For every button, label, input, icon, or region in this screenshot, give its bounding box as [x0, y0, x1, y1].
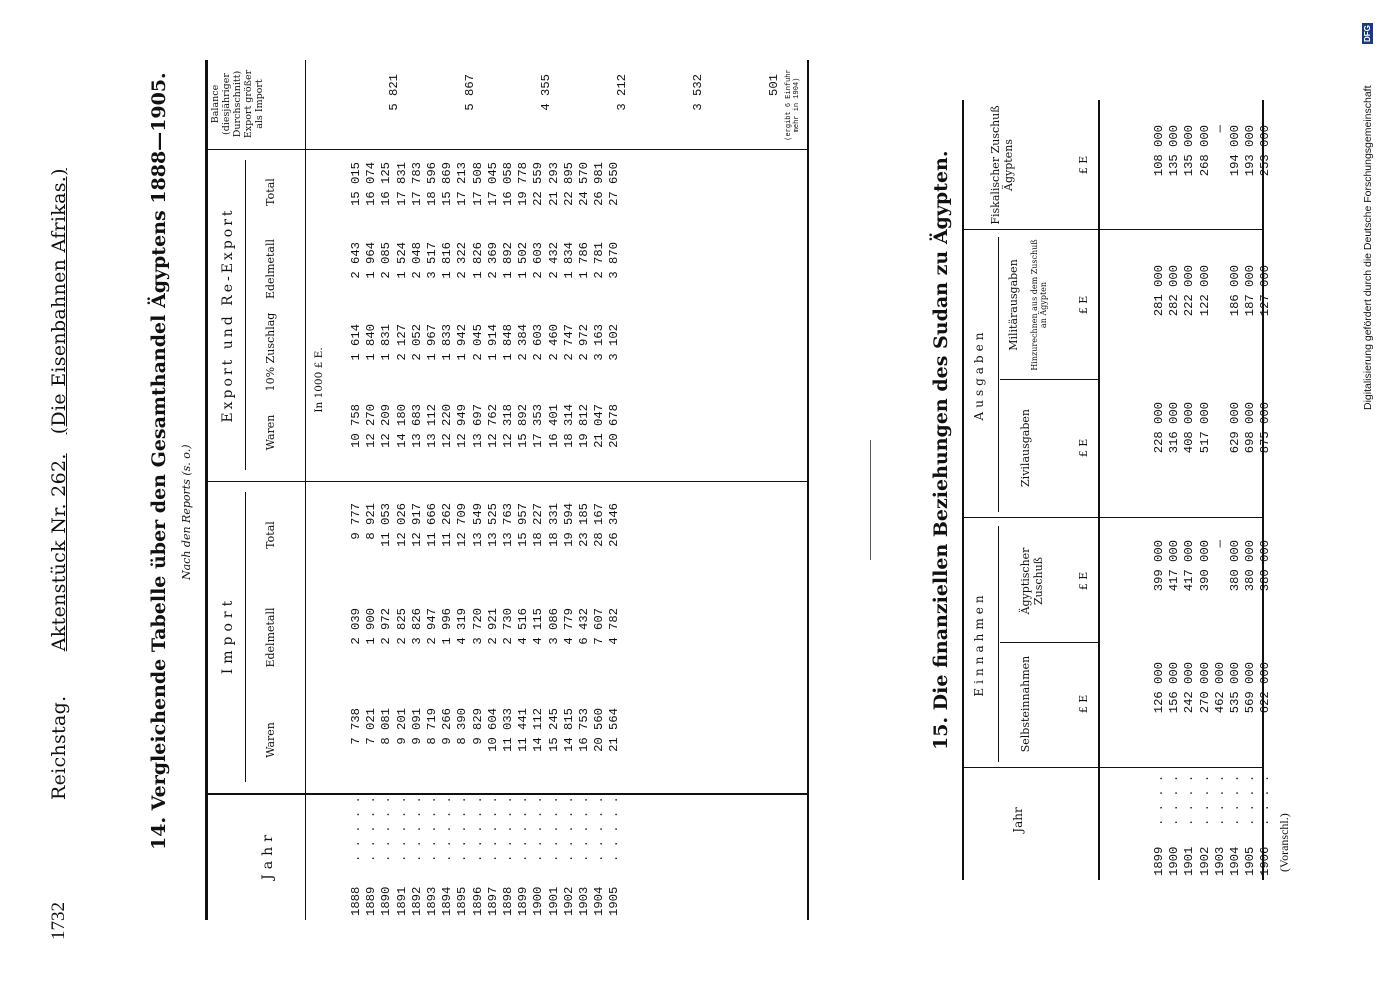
table-cell: 1902: [561, 886, 576, 916]
table-cell: 1 892: [501, 242, 516, 279]
table-cell: 2 045: [470, 324, 485, 361]
table-cell: 9 091: [409, 708, 424, 745]
table-cell: 16 058: [501, 162, 516, 206]
table-cell: 12 949: [455, 404, 470, 448]
table-cell: 15 892: [516, 404, 531, 448]
table-cell: 11 053: [379, 503, 394, 547]
table-cell: 1904: [1228, 846, 1243, 876]
table-cell: 3 870: [607, 242, 622, 279]
table-cell: 1901: [546, 886, 561, 916]
table-cell: 1 964: [364, 242, 379, 279]
table-cell: 9 829: [470, 708, 485, 745]
table-cell: 1898: [501, 886, 516, 916]
table-cell: 2 781: [592, 242, 607, 279]
table15-sep-zivil: [1000, 379, 1098, 380]
table-cell: 126 000: [1152, 662, 1166, 714]
table-cell: 20 560: [592, 708, 607, 752]
table14-export-subrule: [245, 160, 246, 470]
table-cell: 127 000: [1258, 265, 1273, 317]
table-cell: 1905: [1243, 846, 1258, 876]
table-cell: 1896: [470, 886, 485, 916]
table-cell: 2 460: [546, 324, 561, 361]
table14-year-column: [349, 866, 623, 916]
header-right: (Die Eisenbahnen Afrikas.): [48, 168, 70, 435]
table-cell: 2 085: [379, 242, 394, 279]
table-cell: 281 000: [1152, 265, 1166, 317]
table-cell: 21 293: [546, 162, 561, 206]
table-cell: 1 967: [425, 324, 440, 361]
header-text: [48, 168, 70, 800]
table-cell: 14 112: [531, 708, 546, 752]
table-cell: 242 000: [1182, 662, 1197, 714]
table-cell: 18 331: [546, 503, 561, 547]
table14-export-edelmetall-header: Edelmetall: [264, 238, 277, 300]
table-cell: 622 000: [1258, 662, 1273, 714]
table-cell: 20 678: [607, 404, 622, 448]
table-cell: 1 786: [577, 242, 592, 279]
table-cell: 12 762: [485, 404, 500, 448]
table-cell: 2 747: [561, 324, 576, 361]
table15-title: 15. Die finanziellen Beziehungen des Sudan zu Ägypten.: [930, 150, 952, 750]
table-cell: 19 812: [577, 404, 592, 448]
table-cell: 380 000: [1258, 540, 1273, 592]
table-cell: 1 942: [455, 324, 470, 361]
table-cell: 228 000: [1152, 402, 1166, 454]
table14-export-zuschlag-column: [349, 324, 623, 390]
table-cell: 12 220: [440, 404, 455, 448]
table-cell: 7 607: [592, 608, 607, 645]
table-cell: 9 201: [394, 708, 409, 745]
table14-sep-export: [205, 149, 809, 150]
table15-top-rule: [962, 100, 964, 880]
table15-sep-jahr: [962, 767, 1262, 768]
table15-selbst-unit: £ E: [1077, 694, 1090, 714]
table-cell: 4 516: [516, 608, 531, 645]
table-cell: 186 000: [1228, 265, 1243, 317]
table-cell: 1905: [607, 886, 622, 916]
table-cell: 193 000: [1243, 125, 1258, 177]
table-cell: 1889: [364, 886, 379, 916]
table-cell: 135 000: [1167, 125, 1182, 177]
table-cell: 14 180: [394, 404, 409, 448]
table-cell: 15 957: [516, 503, 531, 547]
table15-aegypt-header: Ägyptischer Zuschuß: [1019, 547, 1045, 615]
table15-militaer-unit: £ E: [1077, 295, 1090, 315]
header-left: Reichstag.: [48, 695, 70, 800]
table14-import-total-header: Total: [264, 521, 277, 549]
table-cell: 16 074: [364, 162, 379, 206]
table-cell: 9 266: [440, 708, 455, 745]
table-cell: 1 914: [485, 324, 500, 361]
table-cell: 2 921: [485, 608, 500, 645]
table-cell: 1891: [394, 886, 409, 916]
table-cell: 2 972: [577, 324, 592, 361]
table-cell: 12 270: [364, 404, 379, 448]
table-cell: 2 052: [409, 324, 424, 361]
table14-jahr-header: Jahr: [260, 830, 276, 880]
table-cell: 13 525: [485, 503, 500, 547]
table-cell: 4 782: [607, 608, 622, 645]
table-cell: 11 666: [425, 503, 440, 547]
table-cell: 270 000: [1197, 662, 1212, 714]
table15-militaer-subheader: Hinzurechnen aus dem Zuschuß an Ägypten: [1030, 239, 1049, 371]
table-cell: 1 840: [364, 324, 379, 361]
table-cell: 9 777: [349, 503, 363, 540]
table-cell: 17 783: [409, 162, 424, 206]
table15-selbst-column: [1152, 662, 1274, 762]
table-cell: 22 559: [531, 162, 546, 206]
table-cell: 390 000: [1197, 540, 1212, 592]
table14-export-waren-header: Waren: [264, 414, 277, 451]
table-cell: 1895: [455, 886, 470, 916]
table15-einnahmen-header: Einnahmen: [972, 591, 986, 697]
table14-import-header: Import: [220, 595, 236, 675]
table-cell: 1903: [1212, 846, 1227, 876]
table14-export-header: Export und Re-Export: [220, 207, 236, 423]
table-cell: 1906: [1258, 846, 1273, 876]
table-cell: [1213, 265, 1228, 375]
table-cell: 2 972: [379, 608, 394, 645]
table-cell: 535 000: [1228, 662, 1243, 714]
table14-balance-header: Balance (diesjähriger Durchschnitt) Export größer als Import: [210, 69, 265, 139]
table-cell: 18 227: [531, 503, 546, 547]
table14-export-total-header: Total: [264, 178, 277, 206]
table-cell: 875 000: [1258, 402, 1273, 454]
table14-balance-5: 3 532: [691, 74, 705, 111]
table-cell: 282 000: [1167, 265, 1182, 317]
table-cell: 16 125: [379, 162, 394, 206]
table-cell: 18 596: [425, 162, 440, 206]
table15-selbst-header: Selbsteinnahmen: [1019, 655, 1032, 753]
table-cell: [1213, 402, 1228, 512]
table-cell: 2 603: [531, 242, 546, 279]
table15-year-column: [1152, 847, 1274, 876]
table-cell: 8 719: [425, 708, 440, 745]
table15-fiskal-column: [1152, 125, 1274, 225]
table-cell: 1 614: [349, 324, 363, 361]
table-cell: 1 834: [561, 242, 576, 279]
dfg-footer-text: Digitalisierung gefördert durch die Deutsche Forschungsgemeinschaft: [1362, 85, 1374, 410]
table-cell: 15 869: [440, 162, 455, 206]
table-cell: 23 185: [577, 503, 592, 547]
table-cell: 1 900: [364, 608, 379, 645]
table15-year-note: (Voranschl.): [1277, 813, 1291, 872]
table-cell: 1899: [516, 886, 531, 916]
table15-militaer-column: [1152, 265, 1274, 375]
table-cell: 13 549: [470, 503, 485, 547]
table-cell: 569 000: [1243, 662, 1258, 714]
table-cell: 517 000: [1197, 402, 1212, 454]
table15-header-rule: [1098, 100, 1100, 880]
table15-jahr-header: Jahr: [1011, 807, 1025, 833]
table-cell: 1894: [440, 886, 455, 916]
table-cell: 2 643: [349, 242, 363, 279]
table-cell: 12 709: [455, 503, 470, 547]
table-cell: 12 318: [501, 404, 516, 448]
table-cell: 2 039: [349, 608, 363, 645]
table-cell: 3 086: [546, 608, 561, 645]
table-cell: 2 825: [394, 608, 409, 645]
table-cell: 27 650: [607, 162, 622, 206]
table-cell: 11 441: [516, 708, 531, 752]
table14-import-waren-header: Waren: [264, 722, 277, 758]
table-cell: 14 815: [561, 708, 576, 752]
table14-title: 14. Vergleichende Tabelle über den Gesamthandel Ägyptens 1888—1905.: [148, 72, 170, 850]
table15: [960, 100, 1291, 880]
table-cell: —: [1212, 540, 1227, 548]
table-cell: 21 564: [607, 708, 622, 752]
table-cell: 7 021: [364, 708, 379, 745]
table-cell: 253 000: [1258, 125, 1273, 177]
table14-sep-import: [205, 481, 809, 482]
table-cell: 122 000: [1197, 265, 1212, 317]
table15-sep-einnahmen: [962, 517, 1262, 518]
table-cell: 1 826: [470, 242, 485, 279]
table-cell: 2 730: [501, 608, 516, 645]
table-cell: 399 000: [1152, 540, 1166, 592]
table14-leader-dots: . . . . . . . . . . . . . . . . . . . . . . . . . . . . . . . . . . . . . . . . . . . . . . . . . . . . . . . . . . . . . . . . . . . . . . . . . . . . . . . . . . . . . . . . . .: [349, 796, 622, 862]
table-cell: 2 127: [394, 324, 409, 361]
table15-fiskal-header: Fiskalischer Zuschuß Ägyptens: [989, 105, 1015, 225]
table14-sep-jahr: [205, 793, 809, 795]
table14-export-total-column: [349, 162, 623, 230]
table-cell: 16 401: [546, 404, 561, 448]
table-cell: 13 697: [470, 404, 485, 448]
table-cell: 13 683: [409, 404, 424, 448]
table-cell: 3 517: [425, 242, 440, 279]
page-number: 1732: [48, 902, 69, 940]
table15-sep-selbst: [1000, 642, 1098, 643]
table-cell: 8 390: [455, 708, 470, 745]
table14-export-edelmetall-column: [349, 242, 623, 308]
table15-leader-dots: . . . . . . . . . . . . . . . . . . . . . . . . . . . . . . . .: [1152, 774, 1273, 826]
table-cell: 268 000: [1197, 125, 1212, 177]
table14-import-subrule: [245, 492, 246, 782]
table-cell: 4 319: [455, 608, 470, 645]
running-header: [40, 60, 80, 940]
table-cell: 1903: [577, 886, 592, 916]
table-cell: 1 524: [394, 242, 409, 279]
table15-ausgaben-subrule: [998, 237, 999, 512]
table-cell: 1 996: [440, 608, 455, 645]
table14-balance-4: 3 212: [615, 74, 629, 111]
table14-header-rule: [305, 60, 306, 920]
table-cell: 2 048: [409, 242, 424, 279]
table-cell: 3 720: [470, 608, 485, 645]
table15-einnahmen-subrule: [998, 526, 999, 762]
table-cell: 2 384: [516, 324, 531, 361]
table14-import-total-column: [349, 503, 623, 585]
table-cell: 8 921: [364, 503, 379, 540]
table-cell: 2 432: [546, 242, 561, 279]
table-cell: 28 167: [592, 503, 607, 547]
table-cell: 17 353: [531, 404, 546, 448]
table-cell: 1 831: [379, 324, 394, 361]
table-cell: 15 245: [546, 708, 561, 752]
table-cell: 2 947: [425, 608, 440, 645]
table-cell: 2 322: [455, 242, 470, 279]
table-cell: 156 000: [1167, 662, 1182, 714]
table14-export-waren-column: [349, 404, 623, 468]
table-cell: 1 816: [440, 242, 455, 279]
table-cell: 4 779: [561, 608, 576, 645]
table15-fiskal-unit: £ E: [1077, 155, 1090, 175]
table15-militaer-header: Militärausgaben: [1007, 259, 1020, 351]
table-cell: 4 115: [531, 608, 546, 645]
table14-bottom-rule: [807, 60, 809, 920]
table-cell: 417 000: [1182, 540, 1197, 592]
table-cell: 1 502: [516, 242, 531, 279]
table14-export-zuschlag-header: 10% Zuschlag: [264, 312, 277, 392]
table-cell: 1899: [1152, 846, 1166, 876]
table-cell: 24 570: [577, 162, 592, 206]
table-cell: 194 000: [1228, 125, 1243, 177]
table-cell: 417 000: [1167, 540, 1182, 592]
table14-subtitle: Nach den Reports (s. o.): [180, 444, 193, 580]
table-cell: 1890: [379, 886, 394, 916]
table14-top-rule: [205, 60, 208, 920]
table-cell: 629 000: [1228, 402, 1243, 454]
table-cell: 13 763: [501, 503, 516, 547]
table15-aegypt-column: [1152, 540, 1274, 640]
table-cell: 108 000: [1152, 125, 1166, 177]
table-cell: 7 738: [349, 708, 363, 745]
table15-zivil-unit: £ E: [1077, 438, 1090, 458]
table14: [205, 60, 835, 920]
table-cell: 6 432: [577, 608, 592, 645]
table-cell: 222 000: [1182, 265, 1197, 317]
table-cell: 1900: [531, 886, 546, 916]
table-cell: 1893: [425, 886, 440, 916]
table-cell: 1 848: [501, 324, 516, 361]
table-cell: 26 981: [592, 162, 607, 206]
table-divider-rule: [870, 440, 871, 560]
table-cell: 3 102: [607, 324, 622, 361]
table-cell: 16 753: [577, 708, 592, 752]
table15-ausgaben-header: Ausgaben: [972, 328, 986, 421]
table-cell: 3 163: [592, 324, 607, 361]
table14-import-edelmetall-header: Edelmetall: [264, 607, 277, 668]
table-cell: 19 778: [516, 162, 531, 206]
table14-unit: In 1000 £ E.: [313, 347, 325, 413]
table15-aegypt-unit: £ E: [1077, 571, 1090, 591]
table14-balance-2: 5 867: [463, 74, 477, 111]
table-cell: 380 000: [1228, 540, 1243, 592]
table-cell: 12 026: [394, 503, 409, 547]
table14-import-waren-column: [349, 708, 623, 780]
table-cell: 1 833: [440, 324, 455, 361]
table-cell: —: [1212, 125, 1227, 133]
table-cell: 17 213: [455, 162, 470, 206]
table-cell: 1892: [409, 886, 424, 916]
table-cell: 19 594: [561, 503, 576, 547]
table14-balance-6: 501: [767, 74, 781, 96]
table-cell: 12 917: [409, 503, 424, 547]
table-cell: 2 603: [531, 324, 546, 361]
table15-zivil-header: Zivilausgaben: [1019, 409, 1032, 487]
table-cell: 408 000: [1182, 402, 1197, 454]
table-cell: 8 081: [379, 708, 394, 745]
table-cell: 21 047: [592, 404, 607, 448]
table15-sep-ausgaben: [962, 229, 1262, 230]
table-cell: 380 000: [1243, 540, 1258, 592]
table-cell: 698 000: [1243, 402, 1258, 454]
table-cell: 15 015: [349, 162, 363, 206]
table-cell: 11 262: [440, 503, 455, 547]
table-cell: 22 895: [561, 162, 576, 206]
table14-balance-3: 4 355: [539, 74, 553, 111]
table-cell: 26 346: [607, 503, 622, 547]
table14-balance-1: 5 821: [387, 74, 401, 111]
table-cell: 1902: [1197, 846, 1212, 876]
table-cell: 462 000: [1212, 662, 1227, 714]
table-cell: 12 209: [379, 404, 394, 448]
table-cell: 135 000: [1182, 125, 1197, 177]
table-cell: 1897: [485, 886, 500, 916]
dfg-logo: DFG: [1363, 25, 1372, 42]
table-cell: 18 314: [561, 404, 576, 448]
table-cell: 1888: [349, 886, 363, 916]
table14-balance-note: (ergibt 6 Einfuhr mehr in 1904): [785, 69, 801, 141]
table-cell: 1901: [1182, 846, 1197, 876]
table14-import-edelmetall-column: [349, 608, 623, 688]
table-cell: 11 033: [501, 708, 516, 752]
table-cell: 17 831: [394, 162, 409, 206]
table-cell: 2 369: [485, 242, 500, 279]
table-cell: 1900: [1167, 846, 1182, 876]
table-cell: 10 758: [349, 404, 363, 448]
table15-zivil-column: [1152, 402, 1274, 512]
header-middle: Aktenstück Nr. 262.: [48, 453, 70, 652]
table-cell: 3 826: [409, 608, 424, 645]
table-cell: 187 000: [1243, 265, 1258, 317]
table-cell: 1904: [592, 886, 607, 916]
table-cell: 10 604: [485, 708, 500, 752]
table-cell: 17 045: [485, 162, 500, 206]
table-cell: 316 000: [1167, 402, 1182, 454]
table-cell: 13 112: [425, 404, 440, 448]
table-cell: 17 508: [470, 162, 485, 206]
